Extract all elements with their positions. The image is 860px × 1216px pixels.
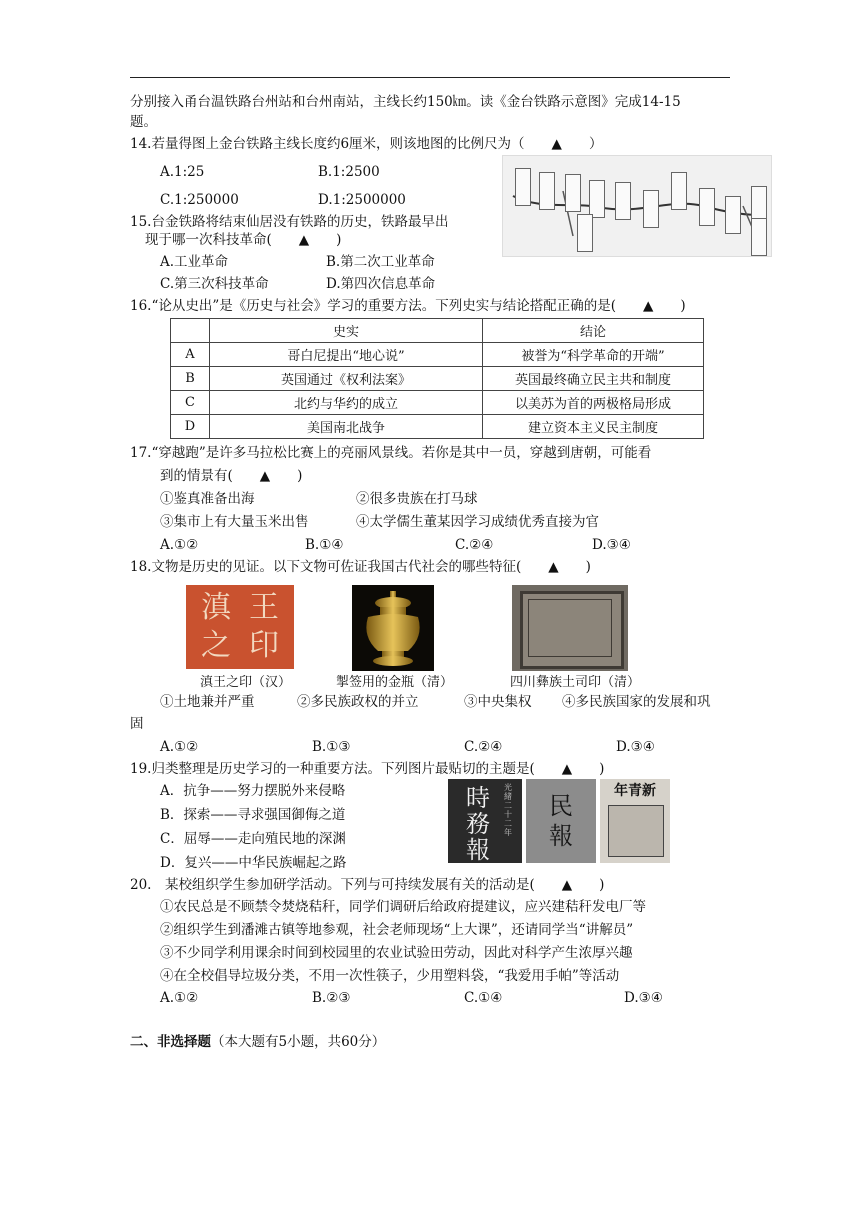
- table-cell: 北约与华约的成立: [210, 391, 483, 415]
- q14-option-b: B.1:2500: [318, 164, 380, 180]
- q18-item-4: ④多民族国家的发展和巩: [562, 694, 711, 710]
- newspaper-title: 新青年: [614, 783, 656, 799]
- map-station-label: [725, 196, 741, 234]
- q20-item-1: ①农民总是不顾禁令焚烧秸秆，同学们调研后给政府提建议，应兴建秸秆发电厂等: [160, 899, 646, 915]
- table-cell: 以美苏为首的两极格局形成: [483, 391, 704, 415]
- intro-line-1: 分别接入甬台温铁路台州站和台州南站，主线长约150㎞。读《金台铁路示意图》完成14-15: [130, 94, 681, 110]
- q18-item-2: ②多民族政权的并立: [297, 694, 419, 710]
- caption-dian-king-seal: 滇王之印（汉）: [200, 675, 292, 690]
- q18-item-3: ③中央集权: [464, 694, 532, 710]
- table-row: [171, 391, 704, 415]
- table-cell: 美国南北战争: [210, 415, 483, 439]
- map-station-label: [615, 182, 631, 220]
- table-cell: D: [171, 415, 210, 439]
- table-row: [171, 343, 704, 367]
- table-cell: B: [171, 367, 210, 391]
- seal-character: 之: [201, 628, 231, 663]
- map-station-label: [577, 214, 593, 252]
- table-row: [171, 415, 704, 439]
- newspaper-xinqingnian-image: [600, 779, 670, 863]
- q18-option-d: D.③④: [616, 739, 655, 755]
- q15-option-d: D.第四次信息革命: [326, 276, 436, 292]
- q19-option-c: C．屈辱——走向殖民地的深渊: [160, 831, 346, 847]
- table-header-cell: 史实: [210, 319, 483, 343]
- q17-option-b: B.①④: [305, 537, 344, 553]
- yi-chieftain-seal-image: [512, 585, 628, 671]
- section-2-title: 二、非选择题: [130, 1034, 211, 1050]
- caption-yi-seal: 四川彝族土司印（清）: [510, 675, 641, 690]
- q19-option-a: A．抗争——努力摆脱外来侵略: [160, 783, 346, 799]
- q20-stem: 20. 某校组织学生参加研学活动。下列与可持续发展有关的活动是( ▲ ): [130, 877, 605, 893]
- q14-option-a: A.1:25: [160, 164, 205, 180]
- table-cell: A: [171, 343, 210, 367]
- table-cell: 英国通过《权利法案》: [210, 367, 483, 391]
- q20-option-c: C.①④: [464, 990, 503, 1006]
- q17-item-2: ②很多贵族在打马球: [356, 491, 478, 507]
- header-rule: [130, 77, 730, 78]
- q17-item-3: ③集市上有大量玉米出售: [160, 514, 309, 530]
- q17-item-4: ④太学儒生董某因学习成绩优秀直接为官: [356, 514, 599, 530]
- q18-stem: 18.文物是历史的见证。以下文物可佐证我国古代社会的哪些特征( ▲ ): [130, 559, 591, 575]
- newspaper-title: 時務報: [466, 784, 490, 863]
- table-row: [171, 367, 704, 391]
- table-header-row: [171, 319, 704, 343]
- q19-stem: 19.归类整理是历史学习的一种重要方法。下列图片最贴切的主题是( ▲ ): [130, 761, 605, 777]
- q15-option-c: C.第三次科技革命: [160, 276, 269, 292]
- seal-character: 王: [249, 590, 279, 625]
- intro-line-2: 题。: [130, 114, 157, 130]
- q18-item-4-continued: 固: [130, 716, 144, 732]
- map-station-label: [589, 180, 605, 218]
- map-station-label: [565, 174, 581, 212]
- q15-stem-line-1: 15.台金铁路将结束仙居没有铁路的历史，铁路最早出: [130, 214, 449, 230]
- section-2-heading: [130, 1032, 385, 1052]
- seal-character: 滇: [201, 590, 231, 625]
- q15-option-a: A.工业革命: [160, 254, 229, 270]
- q18-item-1: ①土地兼并严重: [160, 694, 255, 710]
- q17-option-d: D.③④: [592, 537, 631, 553]
- table-cell: 建立资本主义民主制度: [483, 415, 704, 439]
- q19-option-d: D．复兴——中华民族崛起之路: [160, 855, 347, 871]
- q17-stem-line-2: 到的情景有( ▲ ): [160, 468, 303, 484]
- q20-option-a: A.①②: [160, 990, 199, 1006]
- table-cell: C: [171, 391, 210, 415]
- map-station-label: [539, 172, 555, 210]
- seal-character: 印: [249, 628, 279, 663]
- table-cell: 哥白尼提出“地心说”: [210, 343, 483, 367]
- table-cell: 英国最终确立民主共和制度: [483, 367, 704, 391]
- railway-map: [502, 155, 772, 257]
- q14-option-c: C.1:250000: [160, 192, 239, 208]
- caption-golden-urn: 掣签用的金瓶（清）: [336, 675, 454, 690]
- q18-option-a: A.①②: [160, 739, 199, 755]
- q17-option-a: A.①②: [160, 537, 199, 553]
- q20-option-d: D.③④: [624, 990, 663, 1006]
- newspaper-title: 民報: [549, 792, 573, 850]
- newspaper-minbao-image: [526, 779, 596, 863]
- q15-option-b: B.第二次工业革命: [326, 254, 435, 270]
- q19-option-b: B．探索——寻求强国御侮之道: [160, 807, 346, 823]
- q16-table: [170, 318, 704, 439]
- q18-option-b: B.①③: [312, 739, 351, 755]
- map-station-label: [515, 168, 531, 206]
- golden-urn-icon: [352, 585, 434, 671]
- q20-item-4: ④在全校倡导垃圾分类，不用一次性筷子，少用塑料袋，“我爱用手帕”等活动: [160, 968, 620, 984]
- q15-stem-line-2: 现于哪一次科技革命( ▲ ): [145, 232, 342, 248]
- map-station-label: [643, 190, 659, 228]
- map-station-label: [699, 188, 715, 226]
- q17-option-c: C.②④: [455, 537, 494, 553]
- q17-item-1: ①鉴真准备出海: [160, 491, 255, 507]
- q20-option-b: B.②③: [312, 990, 351, 1006]
- table-header-cell: 结论: [483, 319, 704, 343]
- section-2-note: （本大题有5小题，共60分）: [211, 1034, 386, 1050]
- q17-stem-line-1: 17.“穿越跑”是许多马拉松比赛上的亮丽风景线。若你是其中一员，穿越到唐朝，可能看: [130, 445, 652, 461]
- q18-option-c: C.②④: [464, 739, 503, 755]
- q16-stem: 16.“论从史出”是《历史与社会》学习的重要方法。下列史实与结论搭配正确的是( ▲ ): [130, 298, 686, 314]
- golden-urn-image: [352, 585, 434, 671]
- q20-item-3: ③不少同学利用课余时间到校园里的农业试验田劳动，因此对科学产生浓厚兴趣: [160, 945, 633, 961]
- q14-stem: 14.若量得图上金台铁路主线长度约6厘米，则该地图的比例尺为（ ▲ ）: [130, 136, 603, 152]
- table-cell: 被誉为“科学革命的开端”: [483, 343, 704, 367]
- table-header-cell: [171, 319, 210, 343]
- map-station-label: [751, 218, 767, 256]
- dian-king-seal-image: [186, 585, 294, 669]
- q20-item-2: ②组织学生到潘滩古镇等地参观，社会老师现场“上大课”，还请同学当“讲解员”: [160, 922, 634, 938]
- q14-option-d: D.1:2500000: [318, 192, 406, 208]
- newspaper-side-text: 光緒二十二年: [504, 783, 512, 837]
- newspaper-shiwubao-image: [448, 779, 522, 863]
- map-station-label: [671, 172, 687, 210]
